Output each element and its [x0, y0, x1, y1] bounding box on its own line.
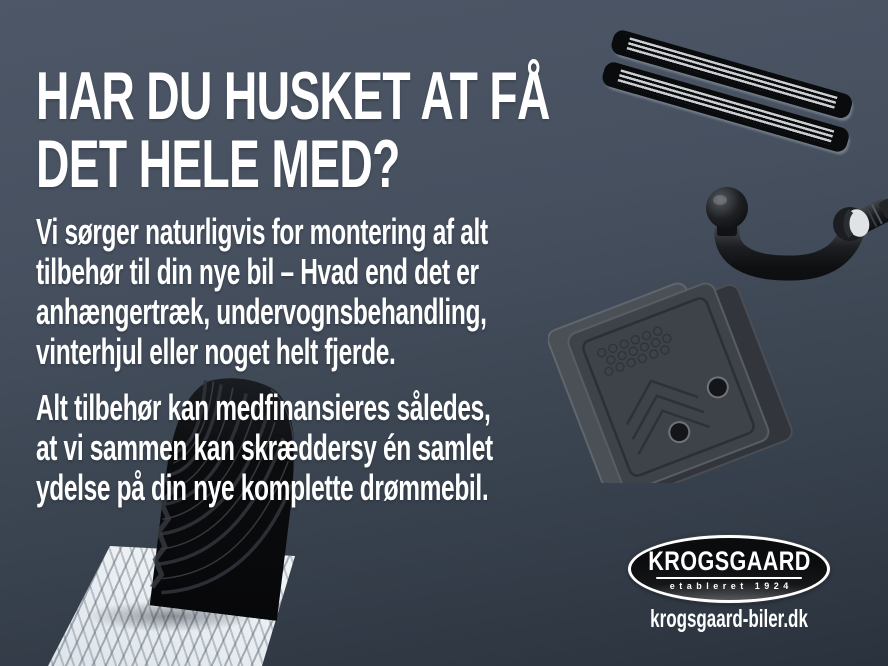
towbar-swan-neck [727, 226, 854, 268]
website-url [608, 606, 850, 633]
intro-paragraph-line: vinterhjul eller noget helt fjerde. [36, 331, 396, 372]
intro-paragraph [36, 212, 700, 372]
logo-established-text: etableret 1924 [669, 580, 793, 591]
financing-paragraph-line: Alt tilbehør kan medfinansieres således, [36, 387, 491, 428]
intro-paragraph-line: tilbehør til din nye bil – Hvad end det er [36, 251, 479, 292]
logo-brand-text: KROGSGAARD [647, 545, 811, 576]
headline [36, 58, 791, 202]
headline-line1: HAR DU HUSKET AT FÅ [36, 58, 550, 134]
logo-divider-line [656, 577, 802, 579]
intro-paragraph-line: anhængertræk, undervognsbehandling, [36, 291, 487, 332]
headline-line2: DET HELE MED? [36, 126, 400, 202]
krogsgaard-logo [628, 535, 830, 603]
financing-paragraph-line: ydelse på din nye komplette drømmebil. [36, 467, 489, 508]
financing-paragraph-line: at vi sammen kan skræddersy én samlet [36, 427, 493, 468]
financing-paragraph [36, 388, 708, 508]
intro-paragraph-line: Vi sørger naturligvis for montering af alt [36, 211, 488, 252]
website-url-text: krogsgaard-biler.dk [650, 605, 808, 633]
